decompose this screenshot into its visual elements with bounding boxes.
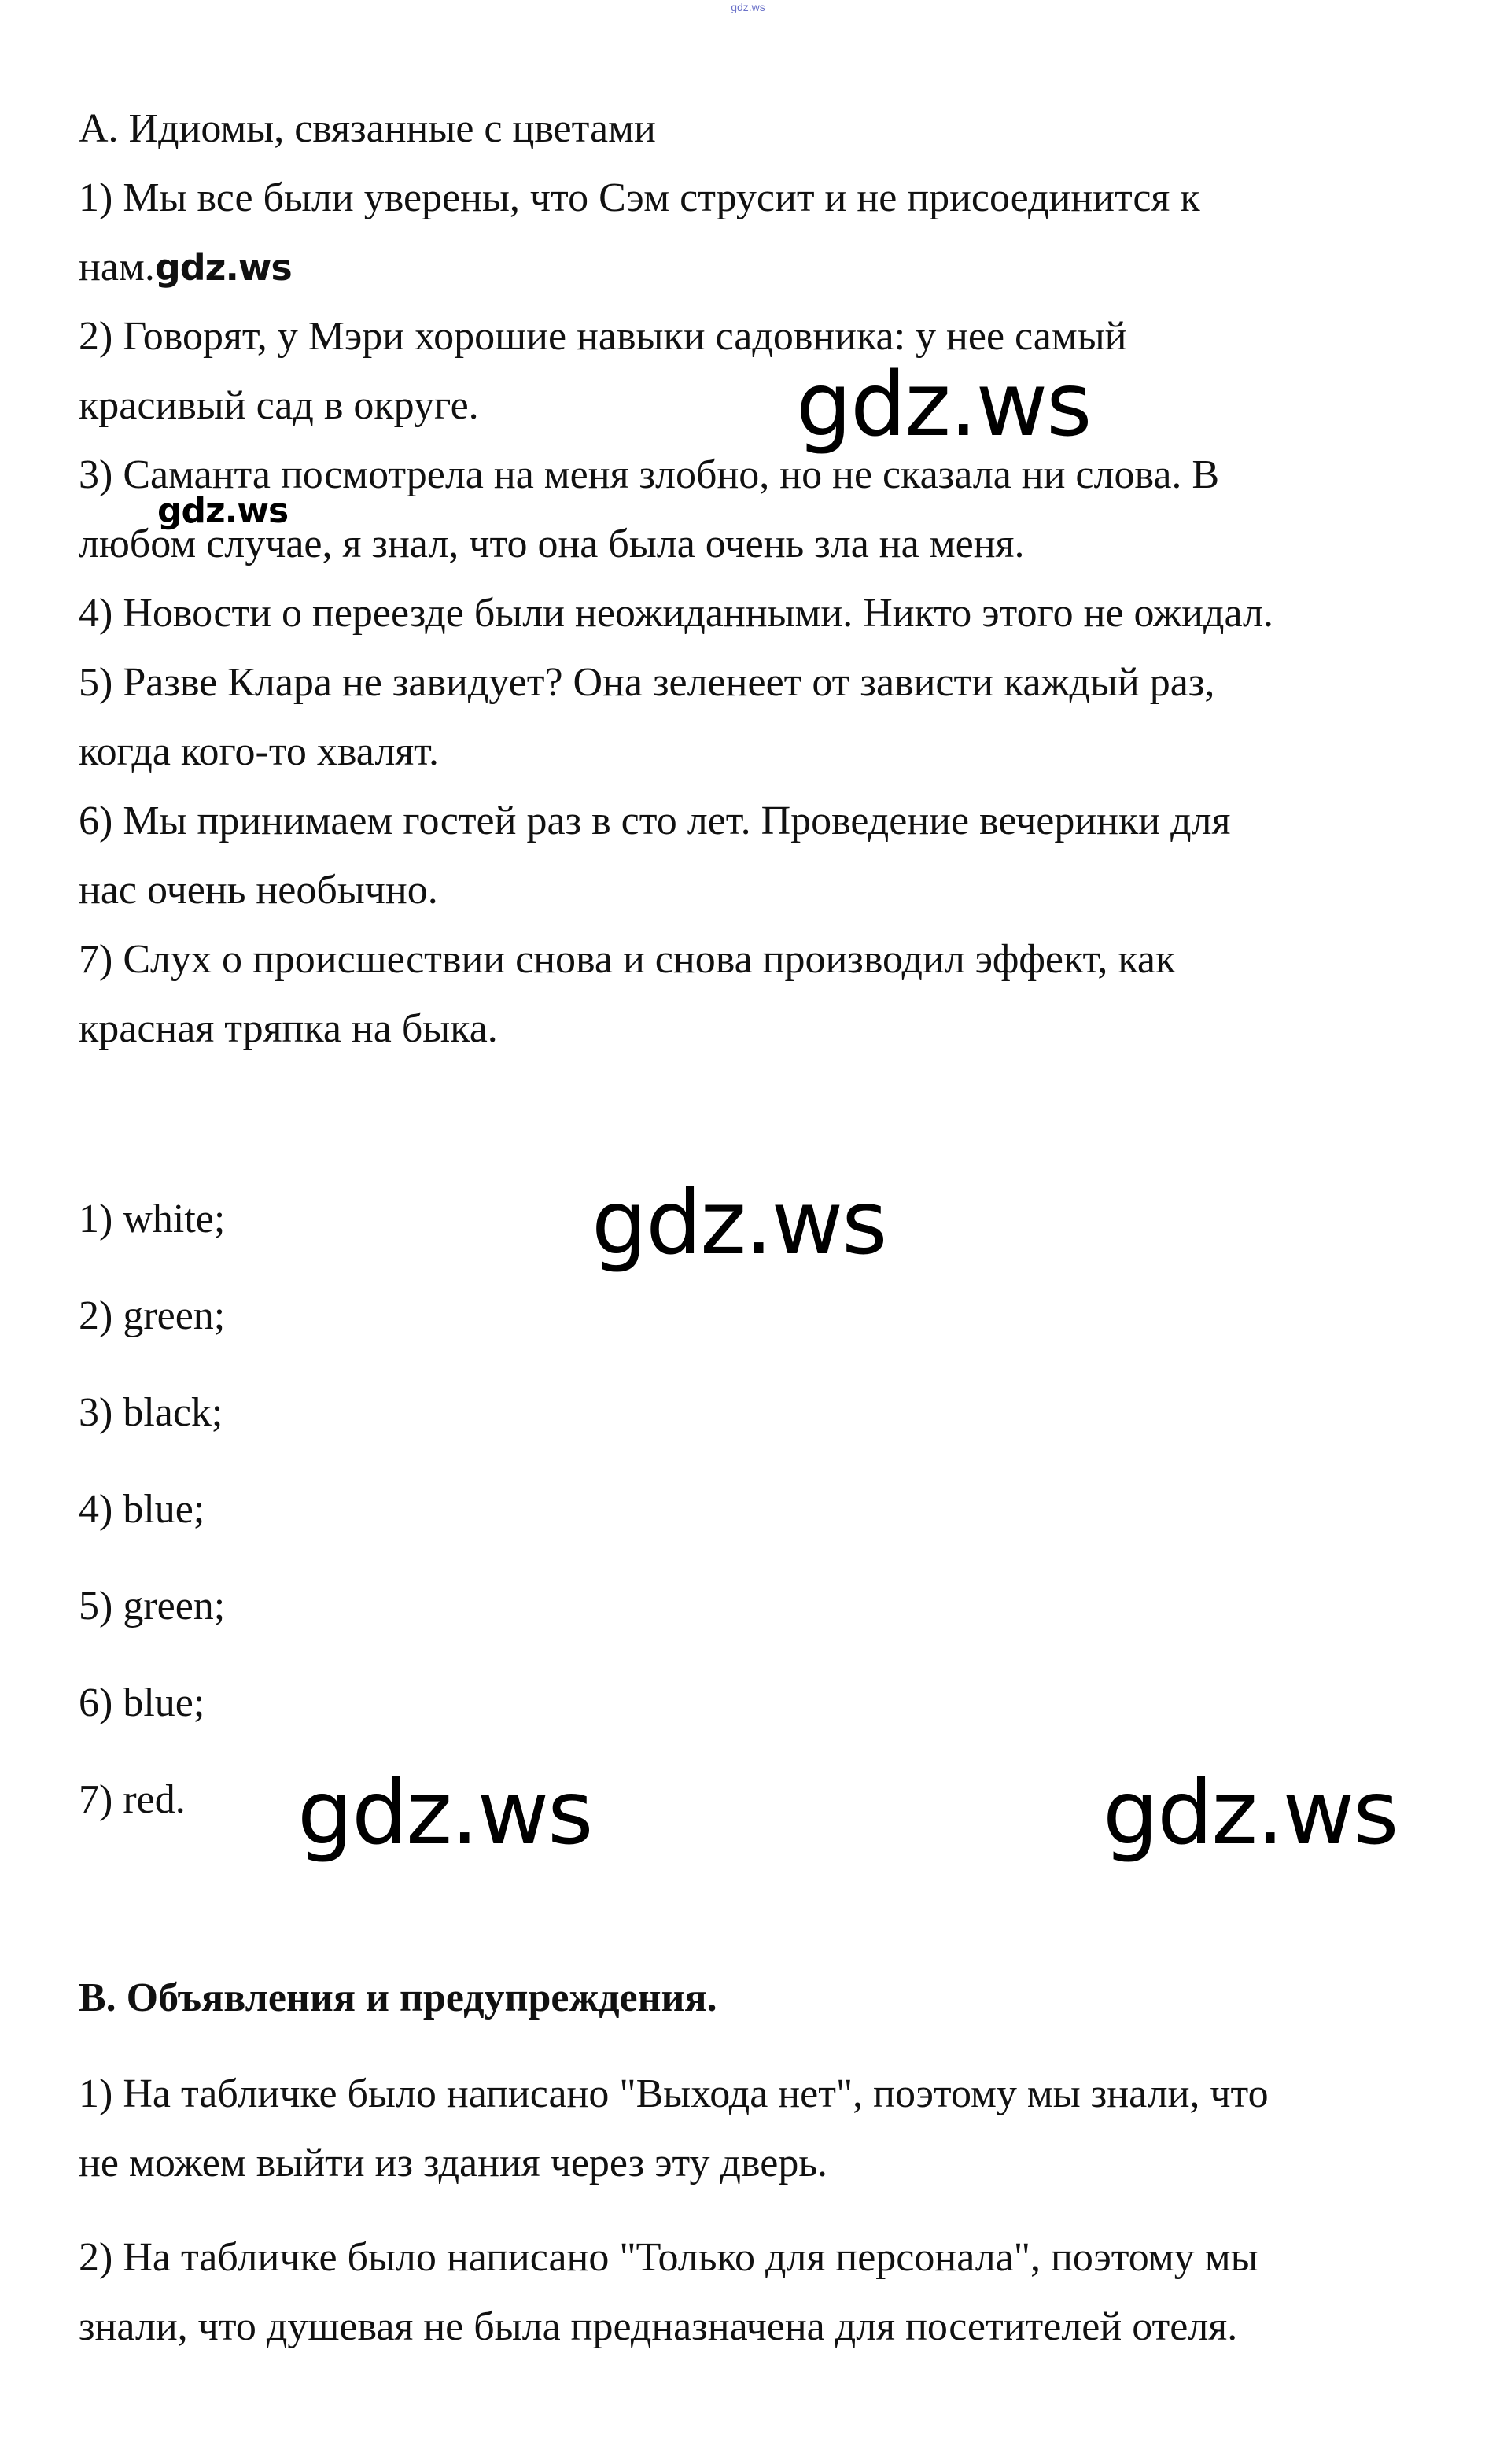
- sentence-2-line-1: 2) Говорят, у Мэри хорошие навыки садовника: у нее самый: [79, 314, 1127, 359]
- section-b-sentence-1-line-1: 1) На табличке было написано "Выхода нет", поэтому мы знали, что: [79, 2071, 1269, 2116]
- answer-5: 5) green;: [79, 1584, 226, 1629]
- sentence-1-line-1: 1) Мы все были уверены, что Сэм струсит и не присоединится к: [79, 175, 1200, 220]
- section-b-title: B. Объявления и предупреждения.: [79, 1975, 717, 2020]
- answer-4: 4) blue;: [79, 1487, 205, 1532]
- answer-7: 7) red.: [79, 1777, 186, 1822]
- sentence-2-line-2: красивый сад в округе.: [79, 383, 479, 428]
- sentence-1-line-2: [79, 242, 292, 293]
- section-b-sentence-1-line-2: не можем выйти из здания через эту дверь.: [79, 2141, 828, 2186]
- sentence-5-line-2: когда кого-то хвалят.: [79, 729, 439, 774]
- sentence-6-line-2: нас очень необычно.: [79, 868, 438, 913]
- section-a-title: А. Идиомы, связанные с цветами: [79, 106, 656, 151]
- section-b-sentence-2-line-1: 2) На табличке было написано "Только для персонала", поэтому мы: [79, 2235, 1258, 2280]
- large-watermark-bottom-left: gdz.ws: [297, 1762, 592, 1865]
- large-watermark-top: gdz.ws: [796, 354, 1091, 456]
- sentence-6-line-1: 6) Мы принимаем гостей раз в сто лет. Проведение вечеринки для: [79, 799, 1231, 843]
- answer-1: 1) white;: [79, 1197, 226, 1241]
- sentence-7-line-2: красная тряпка на быка.: [79, 1006, 498, 1051]
- sentence-1-text: нам.: [79, 245, 155, 290]
- answer-2: 2) green;: [79, 1293, 226, 1338]
- small-watermark: gdz.ws: [157, 491, 289, 531]
- inline-watermark: gdz.ws: [154, 246, 292, 289]
- sentence-3-line-2: любом случае, я знал, что она была очень зла на меня.: [79, 522, 1025, 566]
- large-watermark-middle: gdz.ws: [591, 1172, 886, 1274]
- sentence-5-line-1: 5) Разве Клара не завидует? Она зеленеет от зависти каждый раз,: [79, 660, 1215, 705]
- answer-3: 3) black;: [79, 1390, 223, 1435]
- section-b-sentence-2-line-2: знали, что душевая не была предназначена для посетителей отеля.: [79, 2304, 1238, 2349]
- sentence-7-line-1: 7) Слух о происшествии снова и снова производил эффект, как: [79, 937, 1176, 982]
- answer-6: 6) blue;: [79, 1680, 205, 1725]
- header-watermark: gdz.ws: [731, 1, 765, 13]
- sentence-3-line-1: 3) Саманта посмотрела на меня злобно, но не сказала ни слова. В: [79, 452, 1220, 497]
- large-watermark-bottom-right: gdz.ws: [1103, 1762, 1398, 1865]
- sentence-4: 4) Новости о переезде были неожиданными. Никто этого не ожидал.: [79, 591, 1273, 636]
